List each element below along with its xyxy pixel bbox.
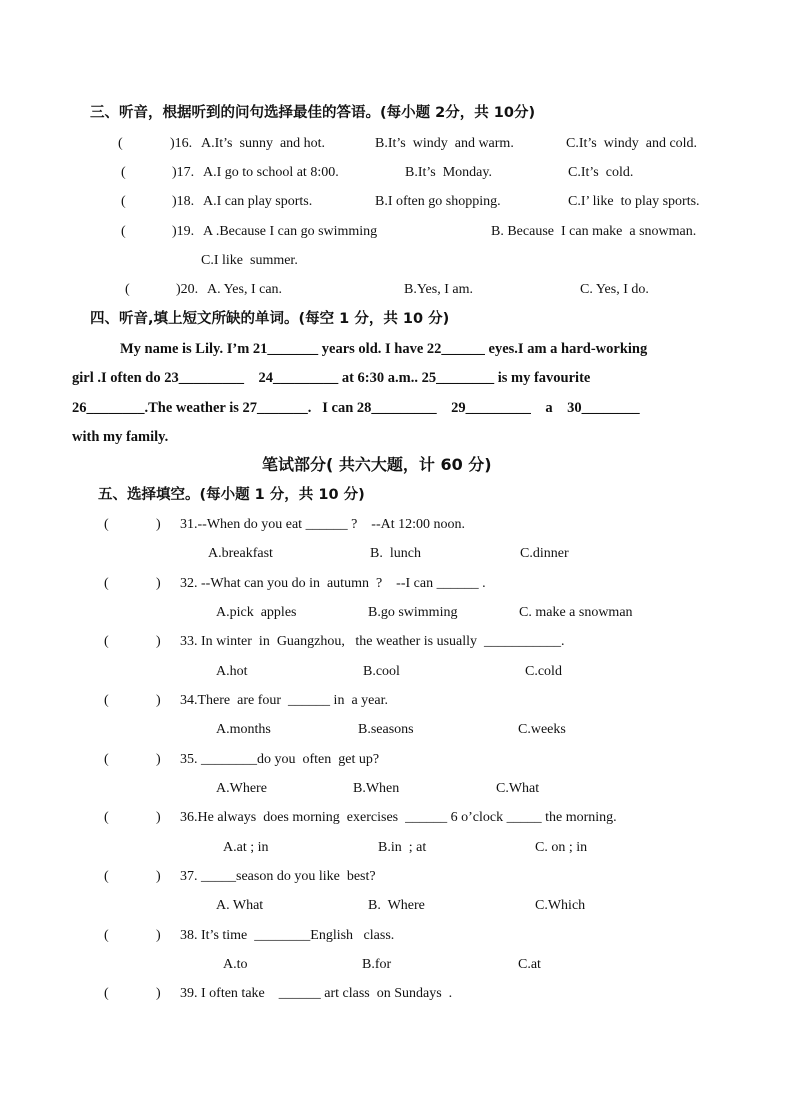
q19-option-a: A .Because I can go swimming <box>203 224 378 239</box>
q33-paren-close: ) <box>156 634 161 649</box>
q34-paren-close: ) <box>156 693 161 708</box>
q34-option-a: A.months <box>216 722 271 737</box>
q31-paren-close: ) <box>156 517 161 532</box>
q16-option-c: C.It’s windy and cold. <box>566 136 698 151</box>
q38-paren: ( <box>104 928 109 943</box>
q34-option-b: B.seasons <box>358 722 414 737</box>
q17-option-a: A.I go to school at 8:00. <box>203 165 339 180</box>
q20-option-c: C. Yes, I do. <box>580 282 649 297</box>
q35-option-a: A.Where <box>216 781 267 796</box>
q38-option-c: C.at <box>518 957 541 972</box>
q37-paren-close: ) <box>156 869 161 884</box>
q36-question: 36.He always does morning exercises ______ 6 o’clock _____ the morning. <box>180 810 617 825</box>
q39-question: 39. I often take ______ art class on Sundays . <box>180 986 453 1001</box>
q34-question: 34.There are four ______ in a year. <box>180 693 388 708</box>
q16-option-a: A.It’s sunny and hot. <box>201 136 326 151</box>
q18-number: )18. <box>172 194 195 209</box>
section4-header: 四、听音,填上短文所缺的单词。(每空 1 分，共 10 分) <box>90 311 450 327</box>
q17-option-c: C.It’s cold. <box>568 165 634 180</box>
q37-question: 37. _____season do you like best? <box>180 869 376 884</box>
section3-header: 三、听音，根据听到的问句选择最佳的答语。(每小题 2分，共 10分) <box>90 105 536 121</box>
q20-option-b: B.Yes, I am. <box>404 282 473 297</box>
q18-option-b: B.I often go shopping. <box>375 194 501 209</box>
q37-option-c: C.Which <box>535 898 586 913</box>
q33-option-b: B.cool <box>363 664 400 679</box>
q31-option-b: B. lunch <box>370 546 421 561</box>
q39-paren: ( <box>104 986 109 1001</box>
q33-option-c: C.cold <box>525 664 562 679</box>
q36-option-b: B.in ; at <box>378 840 427 855</box>
q19-option-c: C.I like summer. <box>201 253 298 268</box>
q36-option-c: C. on ; in <box>535 840 588 855</box>
q38-paren-close: ) <box>156 928 161 943</box>
q33-paren: ( <box>104 634 109 649</box>
q32-paren: ( <box>104 576 109 591</box>
q18-paren: ( <box>121 194 126 209</box>
q37-option-b: B. Where <box>368 898 425 913</box>
q17-number: )17. <box>172 165 195 180</box>
q32-option-b: B.go swimming <box>368 605 458 620</box>
q38-question: 38. It’s time ________English class. <box>180 928 395 943</box>
q33-option-a: A.hot <box>216 664 248 679</box>
q17-paren: ( <box>121 165 126 180</box>
q36-paren: ( <box>104 810 109 825</box>
q35-paren-close: ) <box>156 752 161 767</box>
q38-option-a: A.to <box>223 957 248 972</box>
q36-paren-close: ) <box>156 810 161 825</box>
q32-question: 32. --What can you do in autumn ? --I can ______ . <box>180 576 486 591</box>
written-part-title: 笔试部分( 共六大题，计 60 分) <box>262 455 492 474</box>
q31-option-a: A.breakfast <box>208 546 273 561</box>
q35-question: 35. ________do you often get up? <box>180 752 380 767</box>
q18-option-a: A.I can play sports. <box>203 194 313 209</box>
q16-number: )16. <box>170 136 193 151</box>
q16-paren: ( <box>118 136 123 151</box>
q19-paren: ( <box>121 224 126 239</box>
q32-option-a: A.pick apples <box>216 605 297 620</box>
q35-paren: ( <box>104 752 109 767</box>
q32-option-c: C. make a snowman <box>519 605 633 620</box>
q34-option-c: C.weeks <box>518 722 566 737</box>
q37-paren: ( <box>104 869 109 884</box>
q31-paren: ( <box>104 517 109 532</box>
q19-number: )19. <box>172 224 195 239</box>
q17-option-b: B.It’s Monday. <box>405 165 492 180</box>
q19-option-b: B. Because I can make a snowman. <box>491 224 697 239</box>
q20-number: )20. <box>176 282 199 297</box>
section5-header: 五、选择填空。(每小题 1 分，共 10 分) <box>98 487 365 503</box>
q18-option-c: C.I’ like to play sports. <box>568 194 700 209</box>
passage-line-1: My name is Lily. I’m 21_______ years old. I have 22______ eyes.I am a hard-working <box>120 341 648 357</box>
q39-paren-close: ) <box>156 986 161 1001</box>
q37-option-a: A. What <box>216 898 264 913</box>
q16-option-b: B.It’s windy and warm. <box>375 136 514 151</box>
passage-line-3: 26________.The weather is 27_______. I can 28_________ 29_________ a 30________ <box>72 400 640 416</box>
q31-question: 31.--When do you eat ______ ? --At 12:00 noon. <box>180 517 465 532</box>
q35-option-b: B.When <box>353 781 400 796</box>
q38-option-b: B.for <box>362 957 392 972</box>
q31-option-c: C.dinner <box>520 546 569 561</box>
q33-question: 33. In winter in Guangzhou, the weather is usually ___________. <box>180 634 565 649</box>
q20-option-a: A. Yes, I can. <box>207 282 283 297</box>
q34-paren: ( <box>104 693 109 708</box>
q20-paren: ( <box>125 282 130 297</box>
q32-paren-close: ) <box>156 576 161 591</box>
passage-line-4: with my family. <box>72 429 169 445</box>
q36-option-a: A.at ; in <box>223 840 269 855</box>
q35-option-c: C.What <box>496 781 540 796</box>
passage-line-2: girl .I often do 23_________ 24_________ at 6:30 a.m.. 25________ is my favourite <box>72 370 591 386</box>
